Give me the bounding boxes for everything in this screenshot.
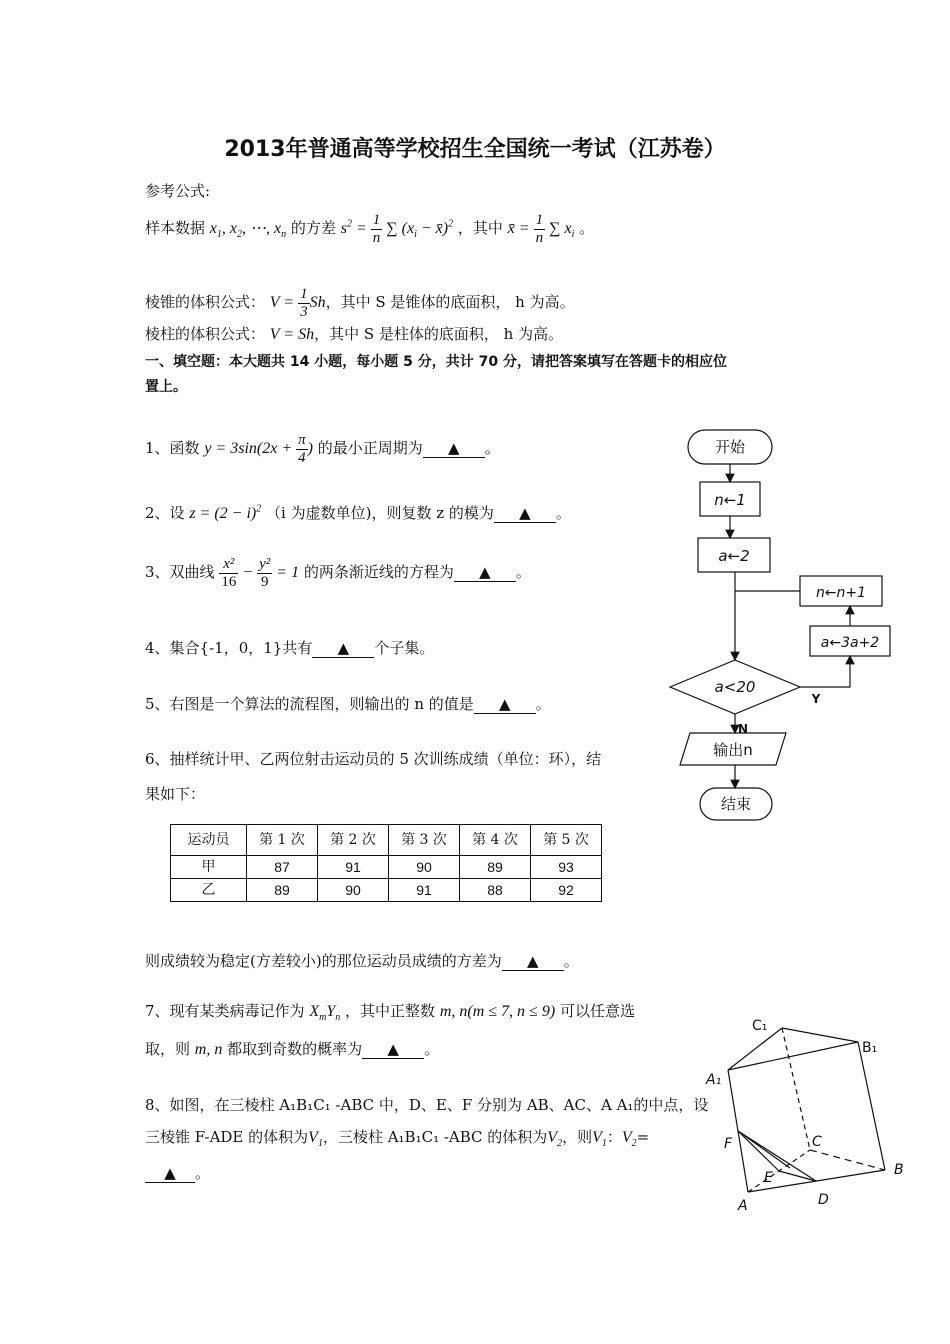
q5-prefix: 5、右图是一个算法的流程图，则输出的 n 的值是 xyxy=(145,695,474,713)
q1-suffix: 的最小正周期为 xyxy=(317,439,423,457)
variance-prefix: 样本数据 xyxy=(145,219,206,237)
variance-formula xyxy=(145,212,594,246)
section-heading-line1: 一、填空题：本大题共 14 小题，每小题 5 分，共计 70 分，请把答案填写在答题卡的相应位 xyxy=(145,354,727,370)
question-4 xyxy=(145,637,434,658)
flow-condition-label: a<20 xyxy=(714,678,756,696)
q4-prefix: 4、集合{-1，0，1}共有 xyxy=(145,639,313,657)
table-header: 运动员 xyxy=(171,825,247,856)
variance-frac: $\frac{1}{n}$ xyxy=(372,212,381,246)
mean-frac: $\frac{1}{n}$ xyxy=(535,212,544,246)
q8-line2-c: ，则 xyxy=(562,1128,593,1146)
q8-answer-blank[interactable]: ▲ xyxy=(145,1164,195,1183)
q1-prefix: 1、函数 xyxy=(145,439,200,457)
q8-v1: $V_1$ xyxy=(308,1129,323,1150)
label-c1: C₁ xyxy=(752,1018,768,1034)
table-cell: 90 xyxy=(318,879,389,902)
table-cell: 88 xyxy=(460,879,531,902)
variance-expr: $s^2$ = xyxy=(340,218,371,237)
table-header: 第 4 次 xyxy=(460,825,531,856)
table-header: 第 1 次 xyxy=(247,825,318,856)
flow-yes-label: Y xyxy=(811,692,821,706)
table-cell: 89 xyxy=(247,879,318,902)
flow-init-a-label: a←2 xyxy=(718,547,750,565)
q3-prefix: 3、双曲线 xyxy=(145,563,215,581)
q8-line2-a: 三棱锥 F-ADE 的体积为 xyxy=(145,1128,309,1146)
pyramid-suffix: ，其中 S 是锥体的底面积， h 为高。 xyxy=(325,293,575,311)
variance-sum: ∑ ($x_i$ − x̄)$^2$ xyxy=(382,218,454,241)
q2-prefix: 2、设 xyxy=(145,504,185,522)
q6-after-text: 则成绩较为稳定(方差较小)的那位运动员成绩的方差为 xyxy=(145,952,502,970)
q3-frac-y: $\frac{\text{y²}}{9}$ xyxy=(259,556,271,590)
q7-virus-expr: $X_mY_n$ xyxy=(309,1003,341,1024)
q1-answer-blank[interactable]: ▲ xyxy=(423,439,485,458)
table-cell-name: 甲 xyxy=(171,856,247,879)
question-3 xyxy=(145,556,531,590)
q3-suffix: 的两条渐近线的方程为 xyxy=(303,563,454,581)
q5-answer-blank[interactable]: ▲ xyxy=(474,695,536,714)
variance-end: 。 xyxy=(579,219,595,237)
q7-line2-prefix: 取，则 xyxy=(145,1040,191,1058)
table-row xyxy=(171,879,602,902)
formulas-heading: 参考公式: xyxy=(145,182,211,200)
flow-output-label: 输出n xyxy=(713,741,753,759)
q2-period: 。 xyxy=(555,504,571,522)
q2-suffix: （i 为虚数单位)，则复数 z 的模为 xyxy=(266,504,494,522)
page-title: 2013年普通高等学校招生全国统一考试（江苏卷） xyxy=(224,137,726,162)
label-d: D xyxy=(818,1192,829,1208)
label-a: A xyxy=(738,1198,748,1214)
table-cell: 91 xyxy=(318,856,389,879)
scores-table xyxy=(170,824,602,902)
q6-answer-blank[interactable]: ▲ xyxy=(502,952,564,971)
flow-init-n-label: n←1 xyxy=(714,491,746,509)
label-c: C xyxy=(812,1134,822,1150)
q3-minus: − xyxy=(238,564,258,581)
q1-function: y = 3sin(2x + xyxy=(204,440,297,457)
q7-prefix: 7、现有某类病毒记作为 xyxy=(145,1002,305,1020)
q7-line2 xyxy=(145,1038,439,1059)
q6-line2: 果如下： xyxy=(145,785,206,803)
q5-period: 。 xyxy=(535,695,551,713)
prism-suffix: ，其中 S 是柱体的底面积， h 为高。 xyxy=(314,325,564,343)
q3-eq: = 1 xyxy=(272,564,300,581)
table-header: 第 5 次 xyxy=(531,825,602,856)
q8-line3 xyxy=(145,1162,210,1183)
q8-line1: 8、如图，在三棱柱 A₁B₁C₁ -ABC 中，D、E、F 分别为 AB、AC、A A₁的中点，设 xyxy=(145,1096,709,1114)
flow-end-label: 结束 xyxy=(720,795,752,813)
q6-period: 。 xyxy=(563,952,579,970)
q8-line2-e: = xyxy=(636,1128,650,1146)
label-f: F xyxy=(724,1136,733,1152)
flow-update-n-label: n←n+1 xyxy=(815,585,867,601)
q7-suffix: 可以任意选 xyxy=(559,1002,635,1020)
q8-v2: $V_2$ xyxy=(547,1129,563,1150)
table-cell: 90 xyxy=(389,856,460,879)
q4-suffix: 个子集。 xyxy=(374,639,435,657)
prism-formula xyxy=(145,323,563,344)
q4-answer-blank[interactable]: ▲ xyxy=(312,639,374,658)
question-2 xyxy=(145,502,571,523)
mean-sum: ∑ $x_i$ xyxy=(545,220,575,241)
q3-frac-x: $\frac{\text{x²}}{16}$ xyxy=(221,556,237,590)
question-1 xyxy=(145,432,500,466)
table-cell: 89 xyxy=(460,856,531,879)
label-b: B xyxy=(894,1162,904,1178)
table-cell: 87 xyxy=(247,856,318,879)
q8-line2-b: ，三棱柱 A₁B₁C₁ -ABC 的体积为 xyxy=(322,1128,548,1146)
question-5 xyxy=(145,693,551,714)
q3-period: 。 xyxy=(515,563,531,581)
mean-expr: x̄ = xyxy=(507,220,534,237)
q1-period: 。 xyxy=(484,439,500,457)
q7-line2-suffix: 都取到奇数的概率为 xyxy=(227,1040,363,1058)
q7-period: 。 xyxy=(424,1040,440,1058)
label-e: E xyxy=(764,1170,773,1186)
variance-mid: 的方差 xyxy=(290,219,336,237)
table-cell-name: 乙 xyxy=(171,879,247,902)
table-header: 第 3 次 xyxy=(389,825,460,856)
flow-start-label: 开始 xyxy=(714,438,746,456)
q8-period: 。 xyxy=(195,1164,211,1182)
prism-prefix: 棱柱的体积公式： xyxy=(145,325,266,343)
pyramid-expr: V = xyxy=(269,294,299,311)
q1-close: ) xyxy=(307,440,313,457)
q8-line2-d: ： xyxy=(606,1128,622,1146)
variance-where: ，其中 xyxy=(457,219,503,237)
pyramid-formula xyxy=(145,286,575,320)
pyramid-frac: $\frac{1}{3}$ xyxy=(300,286,308,320)
q1-frac: $\frac{\pi}{4}$ xyxy=(298,432,306,466)
section-heading-line2: 置上。 xyxy=(145,379,187,395)
label-a1: A₁ xyxy=(706,1072,722,1088)
q6-after xyxy=(145,950,579,971)
q7-answer-blank[interactable]: ▲ xyxy=(362,1040,424,1059)
sample-data-expr: $x_1$, $x_2$, ⋯, $x_n$ xyxy=(209,220,287,241)
pyramid-sh: Sh xyxy=(309,294,326,311)
table-cell: 92 xyxy=(531,879,602,902)
table-cell: 93 xyxy=(531,856,602,879)
q8-ratio-v1: $V_1$ xyxy=(592,1129,607,1150)
prism-figure xyxy=(700,1010,920,1220)
q6-line1: 6、抽样统计甲、乙两位射击运动员的 5 次训练成绩（单位：环），结 xyxy=(145,750,602,768)
algorithm-flowchart xyxy=(660,420,900,830)
flow-update-a-label: a←3a+2 xyxy=(820,635,880,651)
table-header-row xyxy=(171,825,602,856)
flow-no-label: N xyxy=(737,722,749,736)
table-header: 第 2 次 xyxy=(318,825,389,856)
q7-range-expr: m, n(m ≤ 7, n ≤ 9) xyxy=(439,1003,556,1020)
table-row xyxy=(171,856,602,879)
label-b1: B₁ xyxy=(862,1040,878,1056)
prism-expr: V = Sh xyxy=(269,326,315,343)
q7-mn: m, n xyxy=(194,1041,223,1058)
q2-answer-blank[interactable]: ▲ xyxy=(494,504,556,523)
q7-mid: ，其中正整数 xyxy=(345,1002,436,1020)
pyramid-prefix: 棱锥的体积公式： xyxy=(145,293,266,311)
table-cell: 91 xyxy=(389,879,460,902)
q8-ratio-v2: $V_2$ xyxy=(621,1129,637,1150)
q8-line2 xyxy=(145,1126,649,1149)
q3-answer-blank[interactable]: ▲ xyxy=(454,563,516,582)
q2-expr: $z = (2 - i)^2$ xyxy=(189,503,262,522)
q7-line1 xyxy=(145,1000,635,1023)
